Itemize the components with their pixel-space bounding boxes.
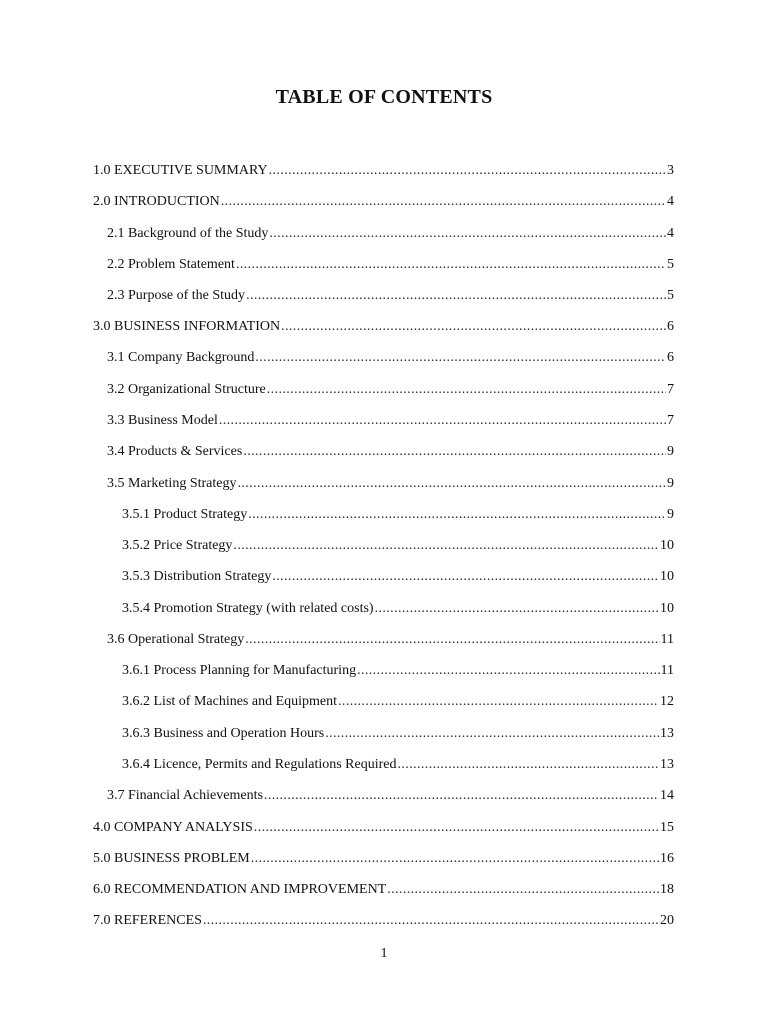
toc-entry-label: 3.5.4 Promotion Strategy (with related costs) [122,601,374,616]
toc-entry-page: 13 [660,757,674,772]
toc-entry-process-planning[interactable] [122,662,674,680]
toc-entry-label: 3.6.4 Licence, Permits and Regulations Required [122,757,397,772]
toc-leader-dots [233,537,659,555]
toc-entry-page: 3 [667,163,674,178]
toc-entry-label: 5.0 BUSINESS PROBLEM [93,851,250,866]
toc-leader-dots [221,193,666,211]
toc-entry-page: 10 [660,538,674,553]
toc-entry-purpose-of-study[interactable] [107,287,674,305]
toc-leader-dots [248,506,666,524]
toc-entry-references[interactable] [93,912,674,930]
toc-entry-label: 3.6 Operational Strategy [107,632,245,647]
toc-entry-executive-summary[interactable] [93,162,674,180]
toc-entry-label: 3.4 Products & Services [107,444,243,459]
page-title: TABLE OF CONTENTS [275,86,493,108]
toc-entry-page: 4 [667,226,674,241]
toc-leader-dots [269,162,666,180]
toc-leader-dots [245,631,659,649]
toc-leader-dots [398,756,660,774]
toc-entry-page: 14 [660,788,674,803]
toc-entry-marketing-strategy[interactable] [107,475,674,493]
toc-leader-dots [264,787,659,805]
toc-entry-problem-statement[interactable] [107,256,674,274]
toc-leader-dots [236,256,666,274]
toc-leader-dots [375,600,659,618]
toc-entry-company-background[interactable] [107,349,674,367]
toc-entry-business-information[interactable] [93,318,674,336]
toc-entry-label: 3.2 Organizational Structure [107,382,266,397]
toc-leader-dots [272,568,659,586]
toc-entry-promotion-strategy[interactable] [122,600,674,618]
toc-entry-products-services[interactable] [107,443,674,461]
toc-entry-page: 15 [660,820,674,835]
page-number: 1 [380,946,388,961]
toc-entry-operational-strategy[interactable] [107,631,674,649]
toc-entry-page: 7 [667,382,674,397]
toc-entry-page: 13 [660,726,674,741]
toc-entry-price-strategy[interactable] [122,537,674,555]
toc-entry-company-analysis[interactable] [93,819,674,837]
toc-leader-dots [237,475,666,493]
toc-entry-page: 5 [667,288,674,303]
toc-entry-page: 6 [667,319,674,334]
toc-entry-business-model[interactable] [107,412,674,430]
toc-leader-dots [255,349,666,367]
toc-entry-page: 9 [667,476,674,491]
toc-leader-dots [357,662,659,680]
toc-entry-label: 2.3 Purpose of the Study [107,288,246,303]
toc-entry-page: 7 [667,413,674,428]
toc-entry-page: 11 [660,632,674,647]
toc-entry-label: 2.1 Background of the Study [107,226,269,241]
toc-entry-label: 2.2 Problem Statement [107,257,235,272]
toc-leader-dots [243,443,666,461]
toc-entry-page: 20 [660,913,674,928]
toc-entry-page: 10 [660,569,674,584]
toc-leader-dots [251,850,659,868]
toc-entry-label: 7.0 REFERENCES [93,913,202,928]
toc-entry-background-of-study[interactable] [107,225,674,243]
toc-entry-label: 3.6.3 Business and Operation Hours [122,726,325,741]
toc-leader-dots [246,287,666,305]
toc-leader-dots [281,318,666,336]
toc-entry-recommendation[interactable] [93,881,674,899]
toc-entry-page: 11 [660,663,674,678]
toc-leader-dots [325,725,659,743]
toc-entry-label: 2.0 INTRODUCTION [93,194,220,209]
toc-entry-page: 4 [667,194,674,209]
toc-entry-page: 12 [660,694,674,709]
toc-entry-label: 3.5.2 Price Strategy [122,538,233,553]
toc-entry-label: 3.0 BUSINESS INFORMATION [93,319,281,334]
toc-entry-page: 16 [660,851,674,866]
toc-entry-label: 6.0 RECOMMENDATION AND IMPROVEMENT [93,882,387,897]
toc-entry-label: 1.0 EXECUTIVE SUMMARY [93,163,268,178]
toc-entry-distribution-strategy[interactable] [122,568,674,586]
toc-leader-dots [203,912,659,930]
toc-entry-page: 10 [660,601,674,616]
toc-entry-label: 3.5.3 Distribution Strategy [122,569,272,584]
toc-entry-financial-achievements[interactable] [107,787,674,805]
toc-leader-dots [219,412,666,430]
toc-entry-label: 3.5.1 Product Strategy [122,507,248,522]
toc-entry-introduction[interactable] [93,193,674,211]
toc-entry-machines-equipment[interactable] [122,693,674,711]
toc-entry-label: 3.7 Financial Achievements [107,788,263,803]
toc-entry-label: 3.3 Business Model [107,413,218,428]
toc-entry-licence-permits[interactable] [122,756,674,774]
toc-entry-label: 3.5 Marketing Strategy [107,476,237,491]
toc-entry-page: 5 [667,257,674,272]
toc-leader-dots [269,225,666,243]
toc-entry-page: 6 [667,350,674,365]
toc-entry-label: 3.6.1 Process Planning for Manufacturing [122,663,357,678]
toc-entry-label: 3.1 Company Background [107,350,255,365]
toc-entry-page: 18 [660,882,674,897]
toc-leader-dots [254,819,659,837]
toc-leader-dots [267,381,666,399]
toc-leader-dots [387,881,659,899]
toc-entry-label: 3.6.2 List of Machines and Equipment [122,694,338,709]
toc-entry-operation-hours[interactable] [122,725,674,743]
toc-entry-business-problem[interactable] [93,850,674,868]
toc-entry-page: 9 [667,507,674,522]
toc-entry-organizational-structure[interactable] [107,381,674,399]
toc-entry-product-strategy[interactable] [122,506,674,524]
toc-entry-page: 9 [667,444,674,459]
toc-entry-label: 4.0 COMPANY ANALYSIS [93,820,253,835]
toc-leader-dots [338,693,659,711]
